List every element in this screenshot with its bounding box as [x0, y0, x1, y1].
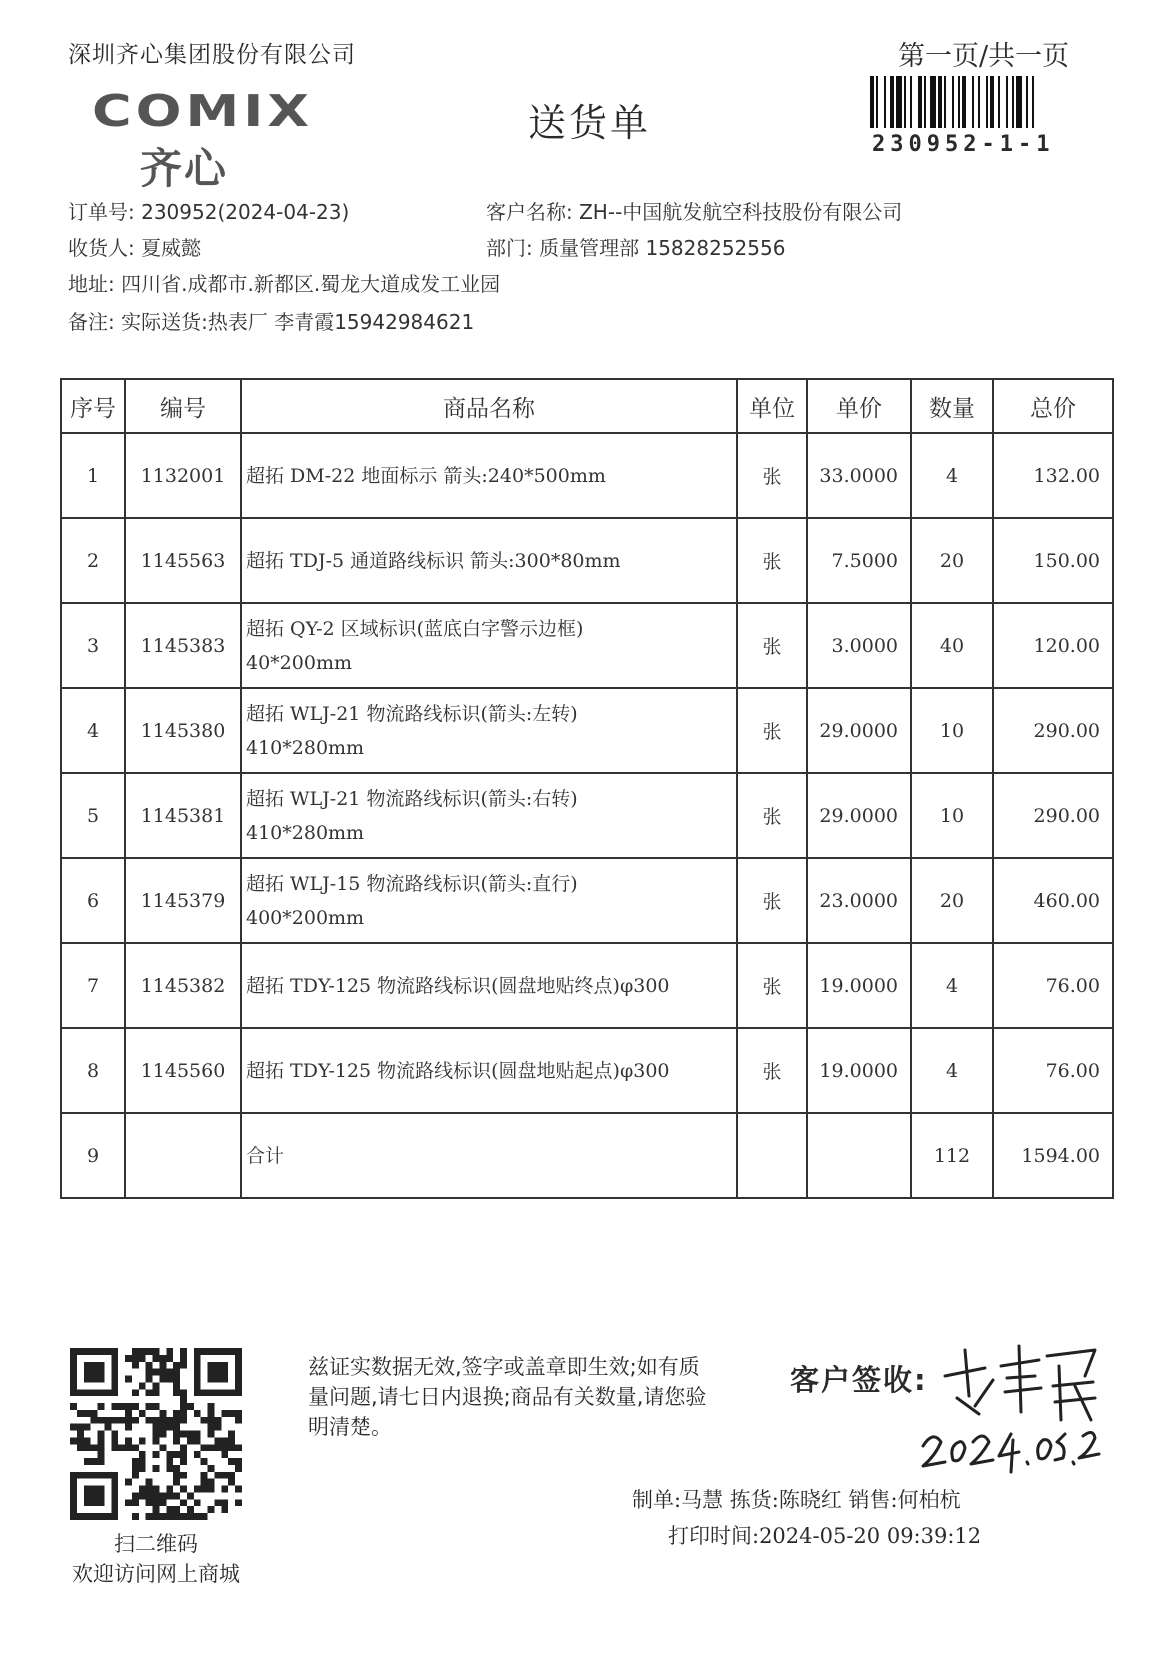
table-row [61, 688, 1113, 773]
row-qty: 10 [911, 688, 993, 773]
address-value: 四川省.成都市.新都区.蜀龙大道成发工业园 [121, 272, 501, 296]
row-price: 7.5000 [807, 518, 911, 603]
row-no: 8 [61, 1028, 125, 1113]
remark-value: 实际送货:热表厂 李青霞15942984621 [121, 310, 475, 334]
address-label: 地址: [68, 272, 115, 296]
total-row-label: 合计 [241, 1113, 737, 1198]
customer-label: 客户名称: [486, 200, 573, 224]
row-unit: 张 [737, 433, 807, 518]
row-code: 1145380 [125, 688, 241, 773]
total-row-qty: 112 [911, 1113, 993, 1198]
row-total: 76.00 [993, 943, 1113, 1028]
row-code: 1145382 [125, 943, 241, 1028]
row-price: 3.0000 [807, 603, 911, 688]
dept-value: 质量管理部 15828252556 [539, 236, 786, 260]
barcode-number: 230952-1-1 [872, 132, 1055, 157]
row-code: 1145381 [125, 773, 241, 858]
row-total: 290.00 [993, 688, 1113, 773]
items-table [60, 378, 1114, 1199]
row-name [241, 688, 737, 773]
order-number [68, 196, 349, 225]
row-name [241, 943, 737, 1028]
row-total: 120.00 [993, 603, 1113, 688]
row-name [241, 603, 737, 688]
table-row [61, 858, 1113, 943]
row-name [241, 858, 737, 943]
row-code: 1145379 [125, 858, 241, 943]
logo-latin-text: COMIX [92, 86, 313, 137]
table-row [61, 1028, 1113, 1113]
header-price: 单价 [807, 379, 911, 433]
row-total: 460.00 [993, 858, 1113, 943]
row-unit: 张 [737, 603, 807, 688]
header-qty: 数量 [911, 379, 993, 433]
total-row-price [807, 1113, 911, 1198]
row-no: 4 [61, 688, 125, 773]
print-time: 打印时间:2024-05-20 09:39:12 [668, 1524, 982, 1548]
row-qty: 4 [911, 943, 993, 1028]
row-unit: 张 [737, 773, 807, 858]
row-name [241, 518, 737, 603]
row-name-line1: 超拓 WLJ-21 物流路线标识(箭头:右转) [246, 787, 578, 810]
header-no: 序号 [61, 379, 125, 433]
row-name-line2: 410*280mm [246, 736, 365, 759]
total-row-code [125, 1113, 241, 1198]
row-price: 29.0000 [807, 688, 911, 773]
qr-caption-line1: 扫二维码 [114, 1532, 198, 1556]
row-total: 290.00 [993, 773, 1113, 858]
table-row [61, 518, 1113, 603]
header-code: 编号 [125, 379, 241, 433]
total-row-no: 9 [61, 1113, 125, 1198]
row-name-line1: 超拓 QY-2 区域标识(蓝底白字警示边框) [246, 617, 584, 640]
total-row-unit [737, 1113, 807, 1198]
notice-text: 兹证实数据无效,签字或盖章即生效;如有质量问题,请七日内退换;商品有关数量,请您验明清楚。 [308, 1355, 707, 1439]
row-name [241, 1028, 737, 1113]
row-name-line1: 超拓 DM-22 地面标示 箭头:240*500mm [246, 464, 606, 487]
company-name: 深圳齐心集团股份有限公司 [68, 42, 356, 68]
receiver [68, 232, 201, 261]
row-qty: 10 [911, 773, 993, 858]
row-price: 19.0000 [807, 943, 911, 1028]
row-unit: 张 [737, 1028, 807, 1113]
row-unit: 张 [737, 858, 807, 943]
row-name-line1: 超拓 TDJ-5 通道路线标识 箭头:300*80mm [246, 549, 621, 572]
row-unit: 张 [737, 943, 807, 1028]
receiver-label: 收货人: [68, 236, 135, 260]
header-unit: 单位 [737, 379, 807, 433]
department [486, 232, 785, 261]
row-name-line1: 超拓 TDY-125 物流路线标识(圆盘地贴起点)φ300 [246, 1059, 670, 1082]
row-code: 1145383 [125, 603, 241, 688]
row-name-line2: 40*200mm [246, 651, 352, 674]
order-label: 订单号: [68, 200, 135, 224]
table-header-row [61, 379, 1113, 433]
total-row-total: 1594.00 [993, 1113, 1113, 1198]
barcode [870, 76, 1074, 128]
customer-sign-label: 客户签收: [790, 1363, 928, 1397]
row-price: 23.0000 [807, 858, 911, 943]
row-qty: 4 [911, 433, 993, 518]
row-unit: 张 [737, 518, 807, 603]
row-qty: 20 [911, 858, 993, 943]
row-total: 76.00 [993, 1028, 1113, 1113]
remark [68, 306, 474, 335]
row-qty: 40 [911, 603, 993, 688]
address [68, 268, 500, 297]
row-qty: 20 [911, 518, 993, 603]
header-name: 商品名称 [241, 379, 737, 433]
staff-line: 制单:马慧 拣货:陈晓红 销售:何柏杭 [632, 1488, 961, 1512]
remark-label: 备注: [68, 310, 115, 334]
header-total: 总价 [993, 379, 1113, 433]
row-code: 1132001 [125, 433, 241, 518]
row-name-line2: 400*200mm [246, 906, 365, 929]
receiver-value: 夏威懿 [141, 236, 202, 260]
row-price: 33.0000 [807, 433, 911, 518]
total-row [61, 1113, 1113, 1198]
row-price: 19.0000 [807, 1028, 911, 1113]
dept-label: 部门: [486, 236, 533, 260]
logo-chinese-text: 齐心 [140, 144, 229, 193]
row-unit: 张 [737, 688, 807, 773]
row-code: 1145560 [125, 1028, 241, 1113]
table-row [61, 603, 1113, 688]
row-no: 3 [61, 603, 125, 688]
document-title: 送货单 [528, 101, 652, 145]
table-row [61, 773, 1113, 858]
row-qty: 4 [911, 1028, 993, 1113]
row-name [241, 433, 737, 518]
row-total: 132.00 [993, 433, 1113, 518]
row-name-line2: 410*280mm [246, 821, 365, 844]
row-price: 29.0000 [807, 773, 911, 858]
qr-code [70, 1348, 242, 1520]
row-no: 2 [61, 518, 125, 603]
row-total: 150.00 [993, 518, 1113, 603]
customer-name [486, 196, 902, 225]
table-row [61, 433, 1113, 518]
row-no: 5 [61, 773, 125, 858]
order-value: 230952(2024-04-23) [141, 200, 350, 224]
row-no: 7 [61, 943, 125, 1028]
row-name-line1: 超拓 WLJ-21 物流路线标识(箭头:左转) [246, 702, 578, 725]
row-code: 1145563 [125, 518, 241, 603]
signature-date [915, 1412, 1105, 1478]
row-no: 1 [61, 433, 125, 518]
table-row [61, 943, 1113, 1028]
row-name-line1: 超拓 TDY-125 物流路线标识(圆盘地贴终点)φ300 [246, 974, 670, 997]
customer-value: ZH--中国航发航空科技股份有限公司 [579, 200, 903, 224]
page-info: 第一页/共一页 [898, 41, 1070, 72]
row-name [241, 773, 737, 858]
row-no: 6 [61, 858, 125, 943]
row-name-line1: 超拓 WLJ-15 物流路线标识(箭头:直行) [246, 872, 578, 895]
qr-caption-line2: 欢迎访问网上商城 [72, 1562, 240, 1586]
